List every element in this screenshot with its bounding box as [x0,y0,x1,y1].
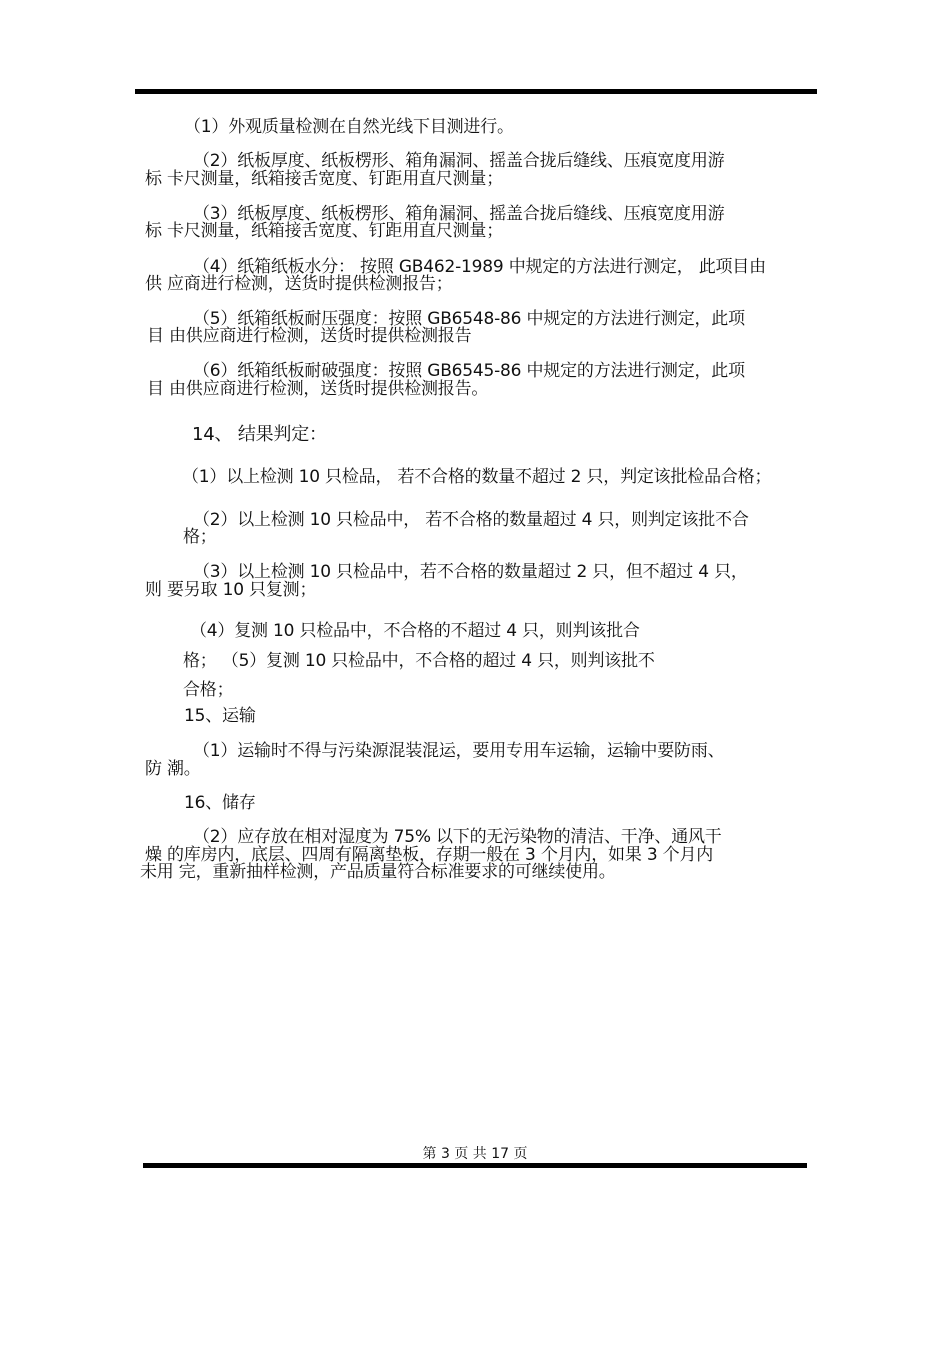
storage-2-cont-1: 燥 的库房内，底层、四周有隔离垫板，存期一般在 3 个月内，如果 3 个月内 [145,845,714,865]
judgement-5-cont: 合格； [183,680,234,700]
item-appearance-inspection: （1）外观质量检测在自然光线下目测进行。 [184,117,514,137]
item-thickness-measure-1: （2）纸板厚度、纸板楞形、箱角漏洞、摇盖合拢后缝线、压痕宽度用游 [193,151,725,171]
transport-1-cont: 防 潮。 [145,759,201,779]
item-moisture-cont: 供 应商进行检测，送货时提供检测报告； [145,274,453,294]
judgement-3: （3）以上检测 10 只检品中，若不合格的数量超过 2 只，但不超过 4 只， [193,562,748,582]
section-15-heading: 15、运输 [184,706,256,726]
footer-rule [143,1163,807,1168]
judgement-4-5: 格； （5）复测 10 只检品中，不合格的超过 4 只，则判该批不 [183,651,655,671]
item-thickness-measure-2: （3）纸板厚度、纸板楞形、箱角漏洞、摇盖合拢后缝线、压痕宽度用游 [193,204,725,224]
storage-2: （2）应存放在相对湿度为 75% 以下的无污染物的清洁、干净、通风干 [193,827,722,847]
item-burst-cont: 目 由供应商进行检测，送货时提供检测报告。 [147,379,489,399]
page-number: 第 3 页 共 17 页 [422,1146,528,1162]
section-14-heading: 14、 结果判定： [192,424,327,445]
judgement-1: （1）以上检测 10 只检品， 若不合格的数量不超过 2 只，判定该批检品合格； [182,467,772,487]
header-rule [135,89,817,94]
item-thickness-measure-2-cont: 标 卡尺测量，纸箱接舌宽度、钉距用直尺测量； [145,221,504,241]
section-16-heading: 16、储存 [184,793,256,813]
item-moisture: （4）纸箱纸板水分： 按照 GB462-1989 中规定的方法进行测定， 此项目由 [193,257,766,277]
transport-1: （1）运输时不得与污染源混装混运，要用专用车运输，运输中要防雨、 [193,741,725,761]
judgement-4: （4）复测 10 只检品中，不合格的不超过 4 只，则判该批合 [190,621,640,641]
judgement-3-cont: 则 要另取 10 只复测； [145,580,317,600]
item-compression: （5）纸箱纸板耐压强度：按照 GB6548-86 中规定的方法进行测定，此项 [193,309,745,329]
judgement-2: （2）以上检测 10 只检品中， 若不合格的数量超过 4 只，则判定该批不合 [193,510,749,530]
item-compression-cont: 目 由供应商进行检测，送货时提供检测报告 [147,326,472,346]
item-thickness-measure-1-cont: 标 卡尺测量，纸箱接舌宽度、钉距用直尺测量； [145,169,504,189]
item-burst: （6）纸箱纸板耐破强度：按照 GB6545-86 中规定的方法进行测定，此项 [193,361,745,381]
judgement-2-cont: 格； [183,527,217,547]
storage-2-cont-2: 未用 完，重新抽样检测，产品质量符合标准要求的可继续使用。 [140,862,616,882]
